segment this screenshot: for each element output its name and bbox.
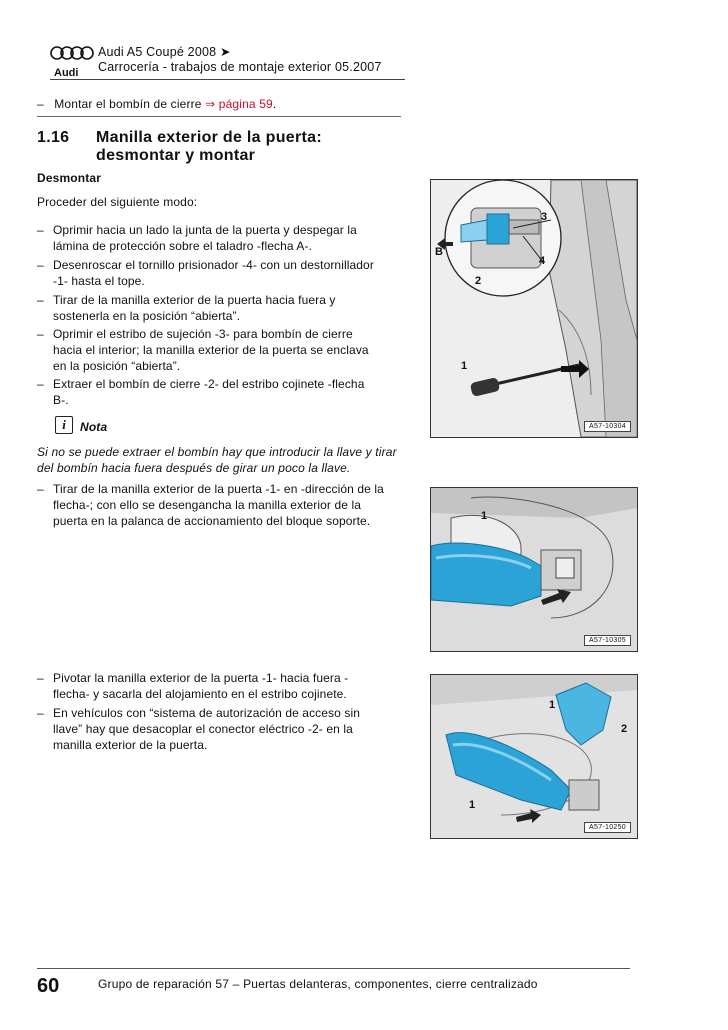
figure-2-illustration: [431, 488, 637, 651]
figure-3-label: A57-10250: [584, 822, 631, 833]
subheading-desmontar: Desmontar: [37, 171, 102, 185]
page-link[interactable]: página 59: [218, 97, 273, 111]
step-6: [37, 481, 397, 529]
step-dash: –: [37, 258, 44, 272]
procedure-lead: Proceder del siguiente modo:: [37, 195, 198, 209]
step-5: [37, 376, 382, 408]
figure-2-label: A57-10305: [584, 635, 631, 646]
audi-rings-icon: [50, 45, 94, 61]
callout-3: 3: [541, 211, 548, 223]
callout-4: 4: [539, 255, 546, 267]
step-dash: –: [37, 293, 44, 307]
footer-text: Grupo de reparación 57 – Puertas delanteras, componentes, cierre centralizado: [98, 977, 538, 991]
section-number: 1.16: [37, 129, 70, 146]
header-model-text: Audi A5 Coupé 2008: [98, 45, 217, 59]
header-subtitle: Carrocería - trabajos de montaje exterior 05.2007: [98, 60, 382, 74]
figure-1-label: A57-10304: [584, 421, 631, 432]
figure-1: [430, 179, 638, 438]
step-7: [37, 670, 382, 702]
step-text: Extraer el bombín de cierre -2- del estribo cojinete -flecha B-.: [53, 377, 365, 407]
callout-2: 2: [475, 275, 482, 287]
callout-1: 1: [461, 360, 468, 372]
callout-a: A: [577, 361, 585, 373]
intro-link-arrow[interactable]: ⇒: [205, 97, 216, 111]
callout-1-top: 1: [549, 699, 556, 711]
callout-2: 2: [621, 723, 628, 735]
header-model: [98, 44, 231, 59]
step-2: [37, 257, 382, 289]
page-number: 60: [37, 975, 60, 997]
intro-rule: [37, 116, 401, 117]
callout-1-bottom: 1: [469, 799, 476, 811]
step-text: Tirar de la manilla exterior de la puerta hacia fuera y sostenerla en la posición “abierta”.: [53, 293, 336, 323]
header-arrow-icon: ➤: [219, 45, 231, 59]
step-dash: –: [37, 671, 44, 685]
audi-logo-text: Audi: [54, 67, 79, 79]
figure-1-illustration: [431, 180, 637, 437]
audi-logo: [50, 45, 94, 77]
step-text: Desenroscar el tornillo prisionador -4- con un destornillador -1- hasta el tope.: [53, 258, 374, 288]
step-dash: –: [37, 482, 44, 496]
figure-2: [430, 487, 638, 652]
callout-1: 1: [481, 510, 488, 522]
header-rule: [50, 79, 405, 80]
note-label: Nota: [80, 420, 108, 434]
info-icon: i: [55, 416, 73, 434]
step-dash: –: [37, 223, 44, 237]
step-text: Oprimir el estribo de sujeción -3- para bombín de cierre hacia el interior; la manilla exterior de la puerta se enclava en la posición “abierta”.: [53, 327, 369, 373]
step-dash: –: [37, 377, 44, 391]
step-3: [37, 292, 382, 324]
step-text: Oprimir hacia un lado la junta de la puerta y despegar la lámina de protección sobre el taladro -flecha A-.: [53, 223, 357, 253]
intro-line: [37, 96, 276, 112]
step-8: [37, 705, 382, 753]
step-4: [37, 326, 382, 374]
step-dash: –: [37, 327, 44, 341]
step-dash: –: [37, 706, 44, 720]
step-text: Pivotar la manilla exterior de la puerta -1- hacia fuera -flecha- y sacarla del alojamiento en el estribo cojinete.: [53, 671, 349, 701]
step-text: Tirar de la manilla exterior de la puerta -1- en -dirección de la flecha-; con ello se desengancha la manilla exterior de la puerta en la palanca de accionamiento del bloque soporte.: [53, 482, 384, 528]
figure-3-illustration: [431, 675, 637, 838]
callout-b: B: [435, 246, 443, 258]
footer-rule: [37, 968, 630, 969]
intro-end: .: [272, 97, 277, 111]
note-text: Si no se puede extraer el bombín hay que introducir la llave y tirar del bombín hacia fuera después de girar un poco la llave.: [37, 445, 397, 475]
figure-3: [430, 674, 638, 839]
step-text: En vehículos con “sistema de autorización de acceso sin llave” hay que desacoplar el conector eléctrico -2- en la manilla exterior de la puerta.: [53, 706, 360, 752]
step-1: [37, 222, 382, 254]
intro-text: Montar el bombín de cierre: [54, 97, 202, 111]
intro-dash: –: [37, 97, 44, 111]
section-title: Manilla exterior de la puerta: desmontar y montar: [96, 129, 322, 164]
